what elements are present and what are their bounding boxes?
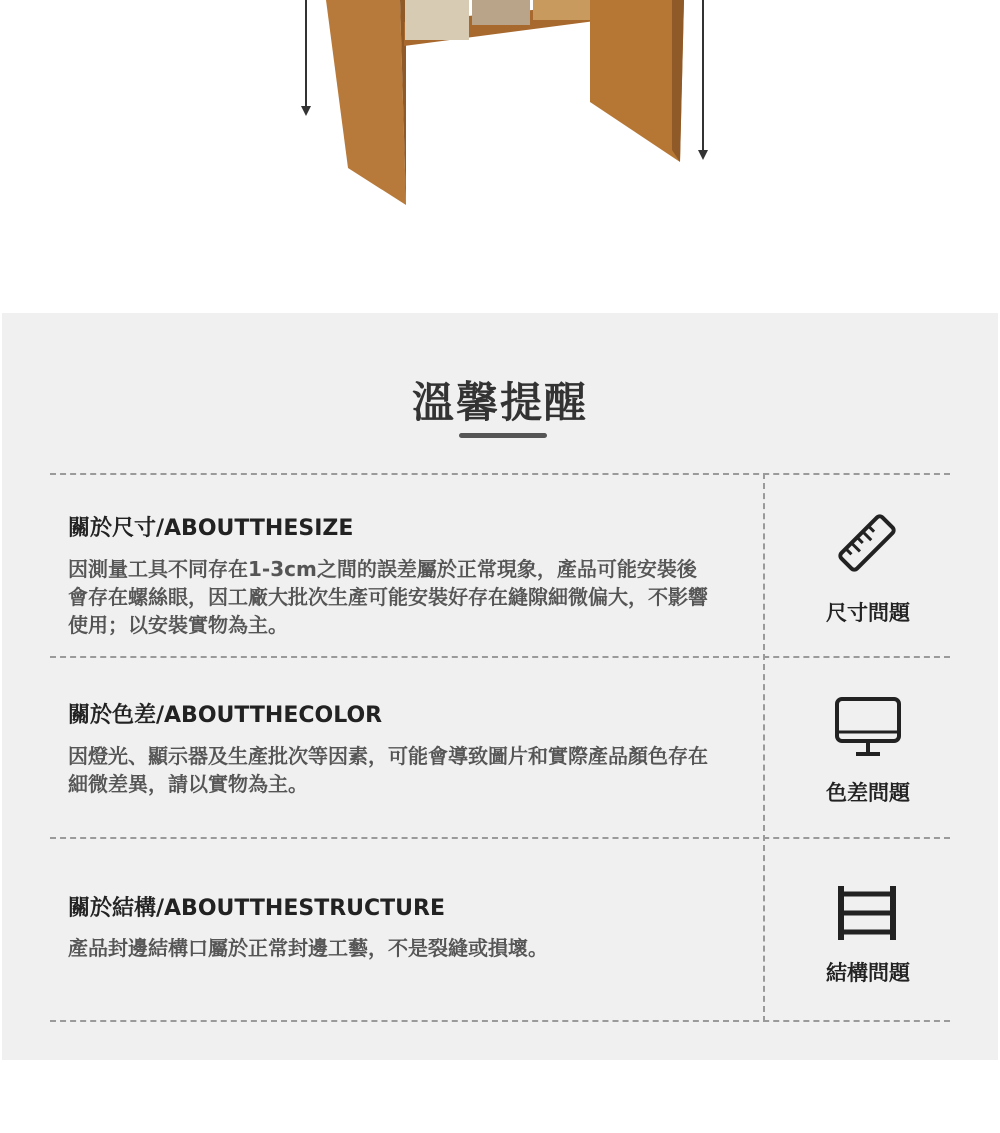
section-heading-size: 關於尺寸/ABOUTTHESIZE <box>68 516 354 541</box>
ladder-icon <box>836 884 898 942</box>
divider <box>50 656 950 658</box>
title-underline <box>459 433 547 438</box>
wooden-shelf-illustration <box>0 0 1000 312</box>
section-body-size: 因測量工具不同存在1-3cm之間的誤差屬於正常現象，產品可能安裝後會存在螺絲眼，因工廠大批次生產可能安裝好存在縫隙細微偏大，不影響使用；以安裝實物為主。 <box>68 557 708 637</box>
section-body-color: 因燈光、顯示器及生產批次等因素，可能會導致圖片和實際產品顏色存在細微差異，請以實物為主。 <box>68 744 708 796</box>
divider <box>50 837 950 839</box>
column-divider <box>763 473 765 1022</box>
section-heading-structure: 關於結構/ABOUTTHESTRUCTURE <box>68 896 445 921</box>
monitor-icon <box>834 696 902 758</box>
ruler-icon <box>834 510 900 576</box>
section-heading-color: 關於色差/ABOUTTHECOLOR <box>68 703 383 728</box>
divider <box>50 473 950 475</box>
icon-label-color: 色差問題 <box>826 781 910 805</box>
page-title: 溫馨提醒 <box>411 378 588 427</box>
icon-label-size: 尺寸問題 <box>826 601 910 625</box>
icon-label-structure: 結構問題 <box>826 961 910 985</box>
section-body-structure: 產品封邊結構口屬於正常封邊工藝，不是裂縫或損壞。 <box>68 936 548 960</box>
divider <box>50 1020 950 1022</box>
product-image <box>0 0 1000 312</box>
